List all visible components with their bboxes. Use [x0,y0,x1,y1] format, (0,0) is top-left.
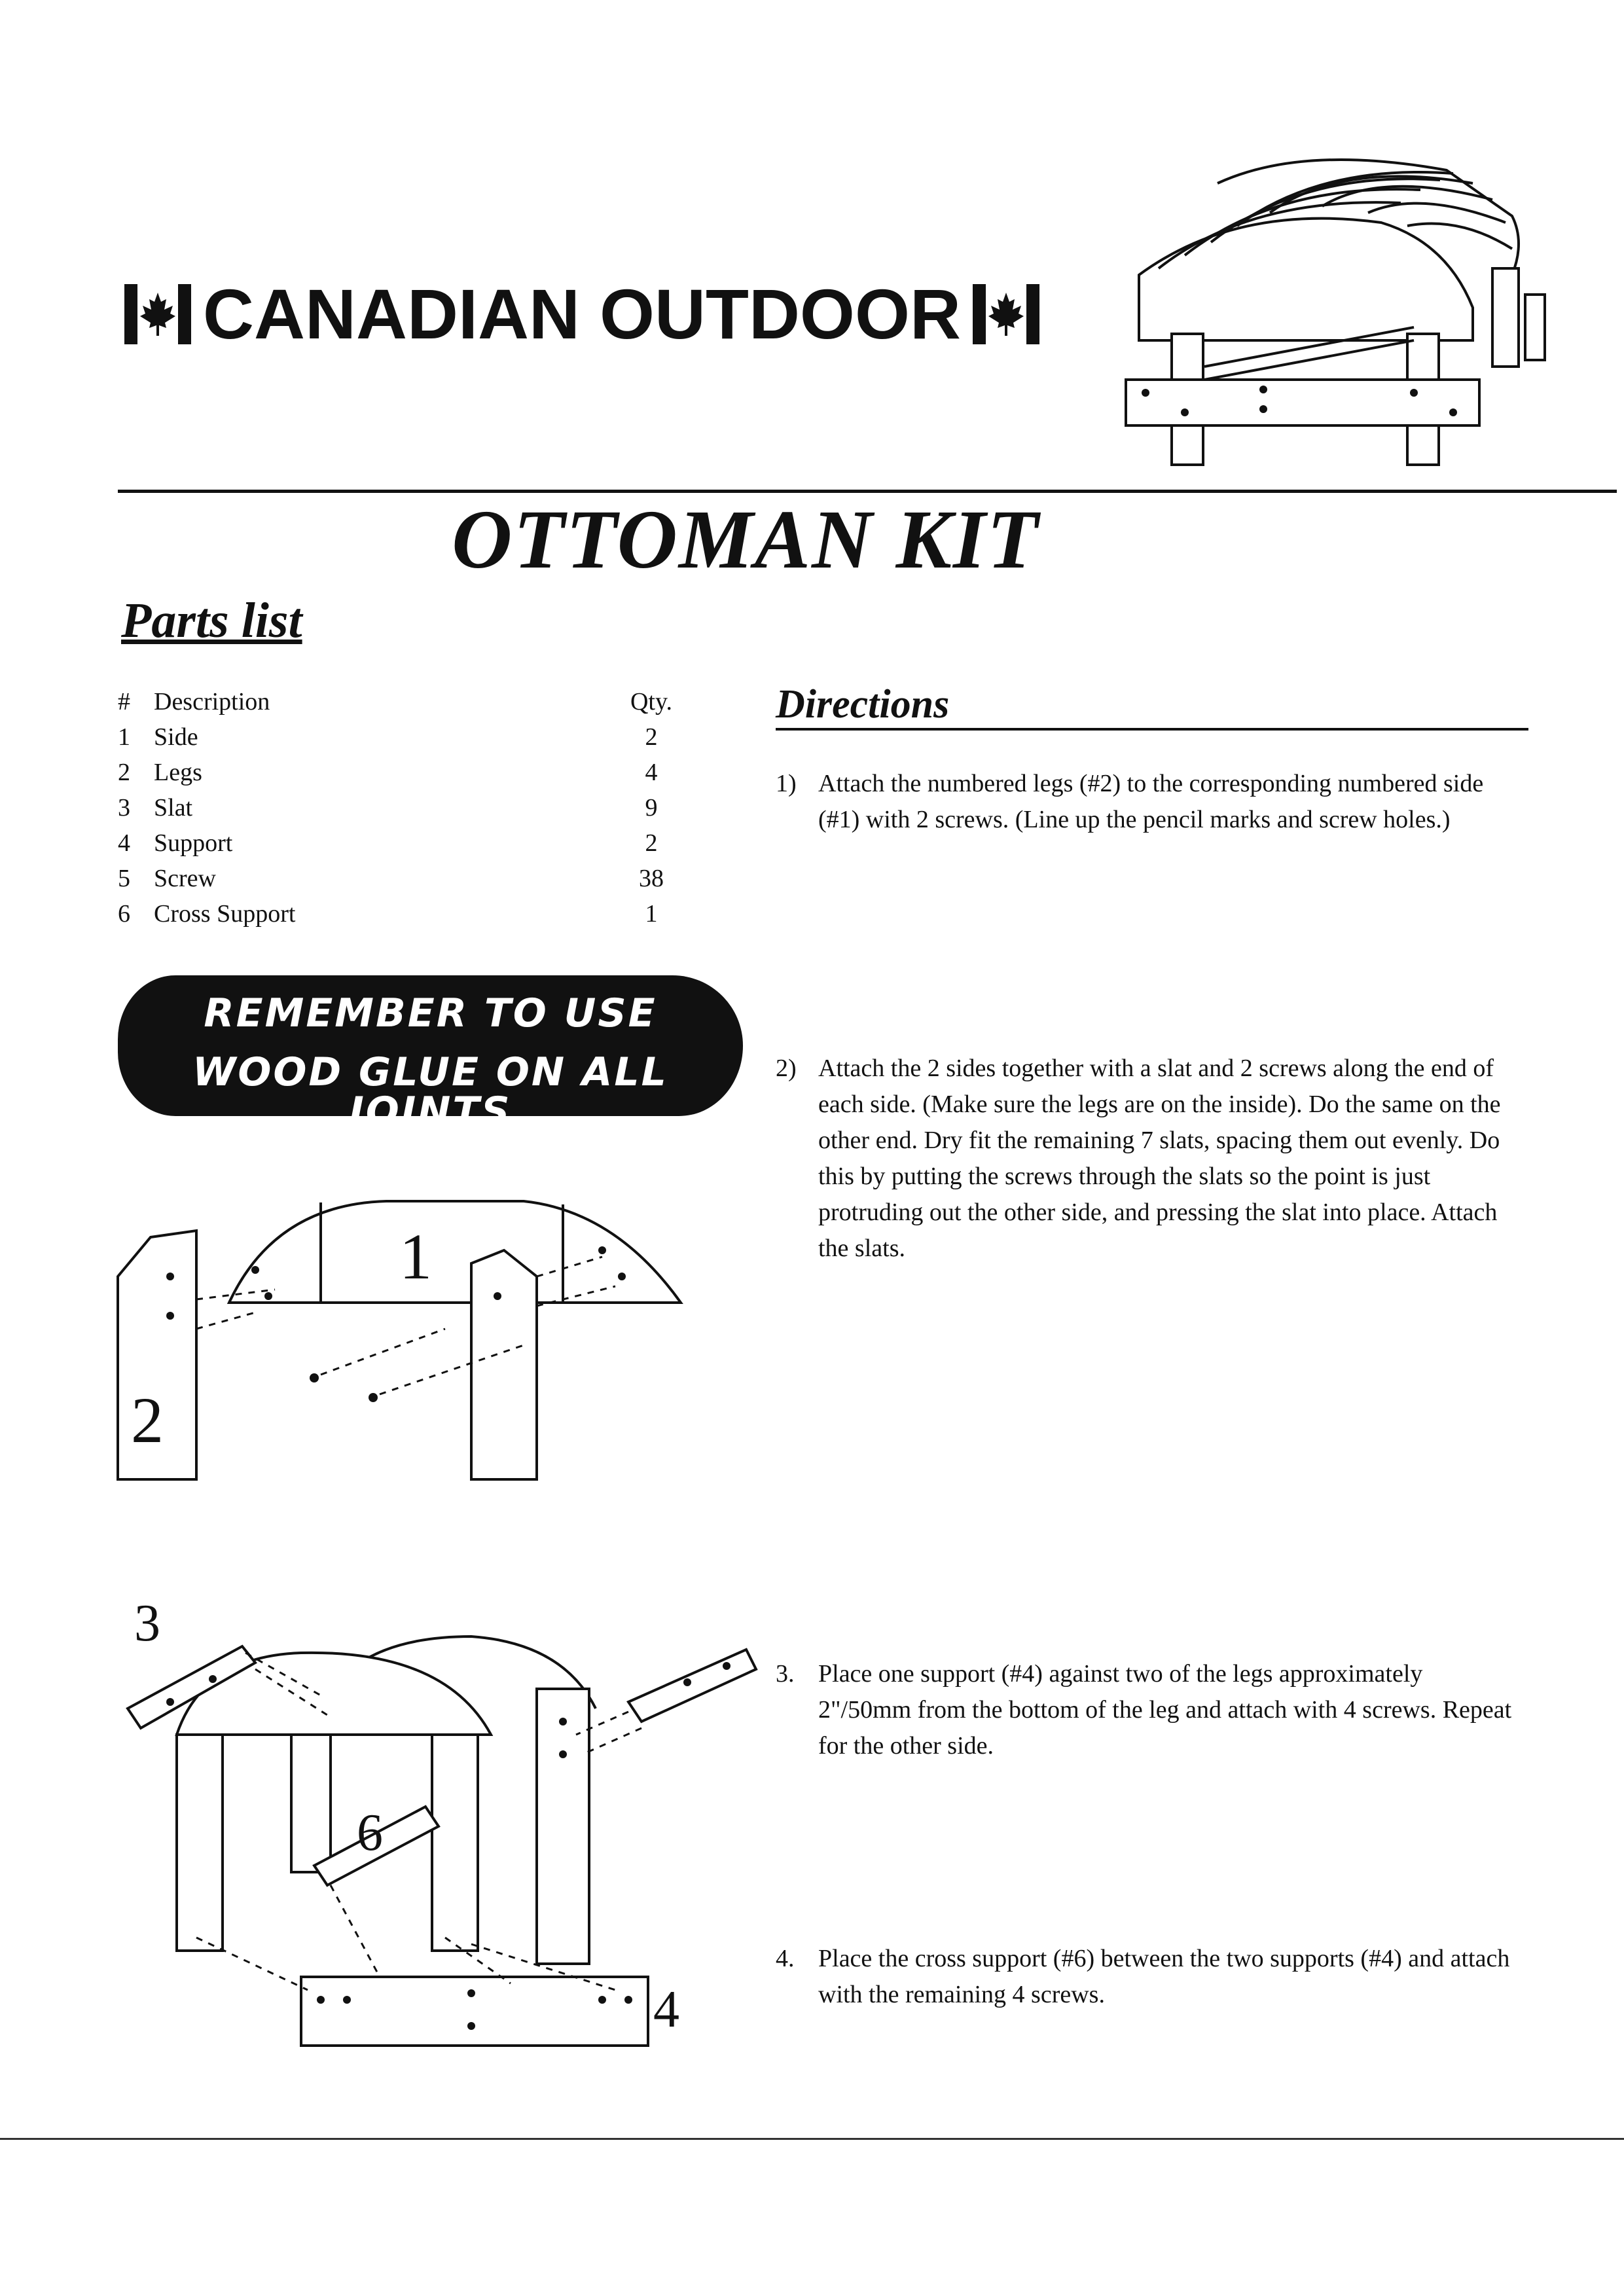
column-header-qty: Qty. [630,688,673,715]
table-row [118,790,707,825]
part-description: Screw [154,865,216,892]
directions-rule [776,728,1528,731]
brand-name: CANADIAN OUTDOOR [203,274,961,353]
part-description: Slat [154,794,193,822]
part-num: 3 [118,794,130,822]
table-row [118,755,707,790]
part-num: 1 [118,723,130,751]
part-label-3: 3 [134,1595,160,1652]
parts-list-table [118,684,707,931]
brand-header [124,274,1039,353]
step-text: Place one support (#4) against two of the legs approximately 2"/50mm from the bottom of the leg and attach with 4 screws. Repeat for the other side. [818,1660,1512,1760]
assembly-figure-1 [105,1178,727,1492]
step-text: Place the cross support (#6) between the two supports (#4) and attach with the remaining 4 screws. [818,1945,1510,2008]
ottoman-illustration [1106,144,1604,511]
table-row [118,896,707,931]
part-label-1: 1 [399,1220,432,1293]
parts-list-title: Parts list [121,593,302,648]
direction-step-2 [776,1051,1522,1267]
part-description: Cross Support [154,900,296,928]
part-num: 2 [118,759,130,786]
direction-step-3 [776,1656,1522,1764]
step-text: Attach the numbered legs (#2) to the corresponding numbered side (#1) with 2 screws. (Line up the pencil marks and screw holes.) [818,770,1484,833]
step-number: 4. [776,1945,795,1972]
part-qty: 1 [645,900,658,928]
step-number: 2) [776,1055,797,1082]
canadian-flag-icon [124,284,191,344]
table-row [118,861,707,896]
part-qty: 2 [645,723,658,751]
part-qty: 9 [645,794,658,822]
column-header-num: # [118,688,130,715]
part-num: 6 [118,900,130,928]
parts-list-header [118,684,707,719]
step-number: 3. [776,1660,795,1688]
column-header-description: Description [154,688,270,715]
part-qty: 4 [645,759,658,786]
page-title: OTTOMAN KIT [452,493,1039,586]
part-description: Legs [154,759,202,786]
assembly-figure-2 [105,1597,759,2069]
part-num: 5 [118,865,130,892]
directions-title: Directions [776,682,950,727]
part-description: Support [154,829,233,857]
part-qty: 2 [645,829,658,857]
part-qty: 38 [639,865,664,892]
direction-step-1 [776,766,1522,838]
banner-line-2: WOOD GLUE ON ALL JOINTS [192,1049,668,1134]
banner-line-1: REMEMBER TO USE [204,990,657,1036]
direction-step-4 [776,1941,1522,2013]
part-label-6: 6 [357,1804,383,1862]
part-description: Side [154,723,198,751]
footer-rule [0,2138,1624,2140]
table-row [118,719,707,755]
table-row [118,825,707,861]
part-label-4: 4 [653,1981,679,2038]
canadian-flag-icon [973,284,1039,344]
step-text: Attach the 2 sides together with a slat and 2 screws along the end of each side. (Make sure the legs are on the inside). Do the same on the other end. Dry fit the remaining 7 slats, spacing them out evenly. Do this by putting the screws through the slats so the point is just protruding out the other side, and pressing the slat into place. Attach the slats. [818,1055,1501,1262]
part-num: 4 [118,829,130,857]
wood-glue-banner [118,975,743,1134]
part-label-2: 2 [131,1384,164,1456]
step-number: 1) [776,770,797,797]
